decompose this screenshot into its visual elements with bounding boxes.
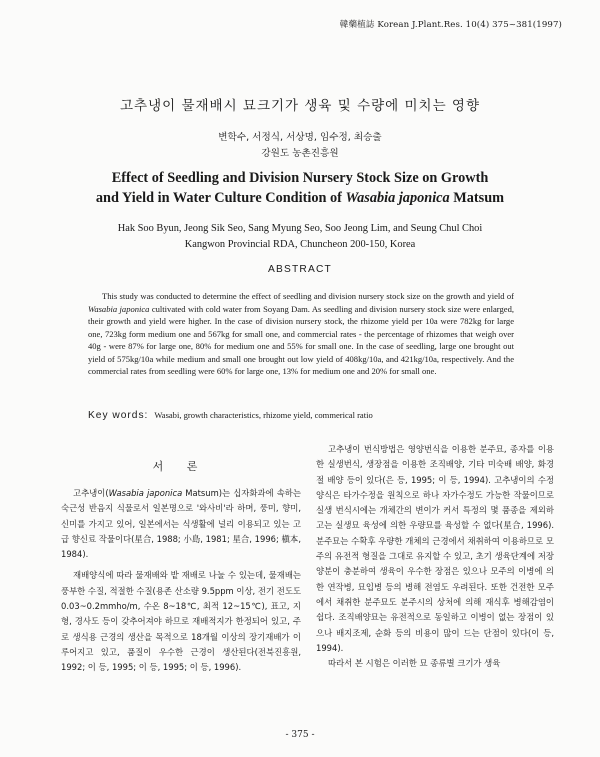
keywords [88, 410, 528, 421]
english-title [0, 168, 600, 208]
english-authors: Hak Soo Byun, Jeong Sik Seo, Sang Myung Seo, Soo Jeong Lim, and Seung Chul Choi [117, 223, 483, 234]
left-paragraph-2: 재배양식에 따라 물재배와 밭 재배로 나눌 수 있는데, 물재배는 풍부한 수질, 적절한 수질(용존 산소량 9.5ppm 이상, 전기 전도도 0.03~0.2mmho/m, 수온 8~18℃, 최적 12~15℃), 표고, 지형, 경사도 등이 갖추어져야 하므로 재배적지가 한정되어 있고, 주로 생식용 근경의 생산을 목적으로 18개월 이상의 장기재배가 이루어지고 있고, 품질이 우수한 근경이 생산된다(전북진흥원, 1992; 이 등, 1995; 이 등, 1995; 이 등, 1996). [61, 570, 301, 673]
abstract-heading: ABSTRACT [268, 264, 332, 275]
korean-title: 고추냉이 물재배시 묘크기가 생육 및 수량에 미치는 영향 [120, 98, 480, 114]
english-affiliation: Kangwon Provincial RDA, Chuncheon 200-150, Korea [184, 239, 416, 250]
left-p1-part-a: 고추냉이( [73, 488, 109, 498]
abstract-species-italic: Wasabia japonica [88, 303, 150, 314]
english-authors-block [0, 221, 600, 253]
korean-authors-block [0, 130, 600, 162]
korean-authors: 변학수, 서정식, 서상명, 임수정, 최승출 [218, 132, 382, 143]
english-title-line2-suffix: Matsum [449, 190, 505, 206]
right-column [316, 442, 554, 671]
journal-citation: 韓藥植誌 Korean J.Plant.Res. 10(4) 375~381(1997) [339, 20, 562, 30]
left-p1-species-italic: Wasabia japonica [108, 488, 183, 498]
keywords-label: Key words: [88, 410, 149, 421]
keywords-text: Wasabi, growth characteristics, rhizome yield, commerical ratio [154, 410, 373, 420]
english-title-line2 [0, 188, 600, 208]
left-p1-part-b: Matsum)는 십자화과에 속하는 숙근성 반음지 식물로서 일본명으로 '와사비'라 하며, 풍미, 향미, 신미를 가지고 있어, 일본에서는 식생활에 널리 이용되고 있는 고급 향신료 작물이다(星合, 1988; 小島, 1981; 星合, 1996; 槇本, 1984). [61, 488, 301, 560]
left-paragraph-1 [61, 486, 301, 562]
korean-affiliation: 강원도 농촌진흥원 [261, 148, 339, 159]
page-number: - 375 - [285, 730, 315, 740]
abstract-text-part1: This study was conducted to determine the effect of seedling and division nursery stock size on the growth and yield of [102, 291, 514, 301]
english-title-line2-prefix: and Yield in Water Culture Condition of [95, 190, 346, 206]
species-name-italic: Wasabia japonica [345, 190, 450, 206]
right-paragraph-2: 따라서 본 시험은 이러한 묘 종류별 크기가 생육 [328, 658, 501, 669]
english-title-line1: Effect of Seedling and Division Nursery Stock Size on Growth [111, 170, 489, 186]
abstract-text [88, 290, 514, 378]
right-paragraph-1: 고추냉이 번식방법은 영양번식을 이용한 분주묘, 종자를 이용한 실생번식, 생장점을 이용한 조직배양, 기타 미숙배 배양, 화경절 배양 등이 있다(은 등, 1995; 이 등, 1994). 고추냉이의 수정양식은 타가수정을 원칙으로 하나 자가수정도 가능한 작물이므로 실생 번식시에는 개체간의 변이가 커서 특정의 몇 품종을 제외하고는 실생묘 육성에 의한 우량묘를 육성할 수 없다(星合, 1996). 분주묘는 수확후 우량한 개체의 근경에서 채취하여 이용하므로 모주의 유전적 형질을 그대로 유지할 수 있고, 초기 생육단계에 저장 양분이 충분하여 생육이 우수한 장점은 있으나 모주의 이병에 의한 연작병, 묘입병 등의 병해 전염도 우려된다. 또한 건전한 모주에서 채취한 분주묘도 분주시의 상처에 의해 재식후 병해감염이 쉽다. 조직배양묘는 유전적으로 동일하고 이병이 없는 장점이 있으나 배지조제, 순화 등의 비용이 많이 드는 단점이 있다(이 등, 1994). [316, 444, 554, 653]
section-heading-introduction: 서 론 [152, 460, 208, 473]
left-column [61, 486, 301, 676]
abstract-text-part2: cultivated with cold water from Soyang Dam. As seedling and division nursery stock size were enlarged, their growth and yield were higher. In the case of division nursery stock, the rhizome yield per 10a were 782kg for large one, 723kg form medium one and 567kg for small one, and commercial rates - the percentage of rhizomes that weigh over 40g - were 87% for large one, 80% for medium one and 55% for small one. In the case of seedling, large one brought out yield of 575kg/10a while medium and small one brought out low yield of 408kg/10a, and 421kg/10a, respectively. And the commercial rates from seedling were 60% for large one, 13% for medium one and 20% for small one. [88, 303, 514, 376]
